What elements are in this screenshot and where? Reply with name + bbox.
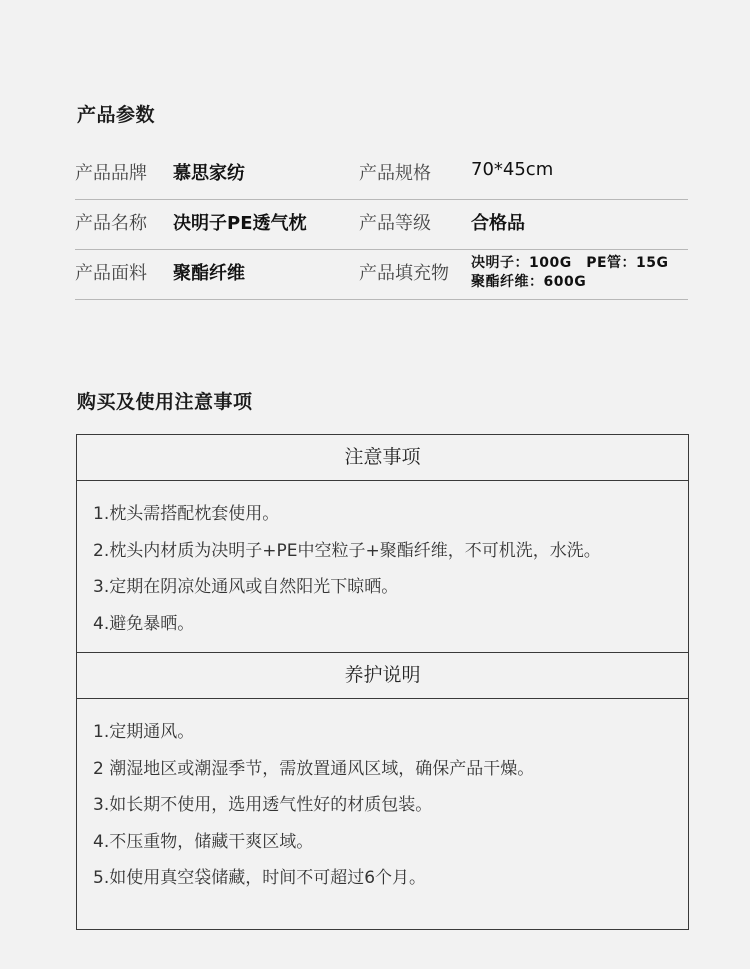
param-value: 聚酯纤维 — [173, 263, 245, 284]
param-label: 产品等级 — [359, 213, 431, 234]
param-value: 70*45cm — [471, 159, 554, 180]
param-label: 产品面料 — [75, 263, 147, 284]
notice-list — [77, 481, 688, 653]
params-table — [75, 150, 688, 300]
params-section-title: 产品参数 — [77, 104, 156, 126]
list-item: 3.定期在阴凉处通风或自然阳光下晾晒。 — [93, 577, 399, 597]
params-row — [75, 250, 688, 300]
list-item: 5.如使用真空袋储藏，时间不可超过6个月。 — [93, 868, 427, 888]
param-value: 决明子PE透气枕 — [173, 213, 307, 234]
param-label: 产品品牌 — [75, 163, 147, 184]
list-item: 1.枕头需搭配枕套使用。 — [93, 504, 280, 524]
list-item: 4.避免暴晒。 — [93, 613, 195, 634]
filling-line: 决明子：100G PE管：15G — [471, 255, 669, 271]
filling-line: 聚酯纤维：600G — [471, 274, 587, 290]
params-row — [75, 150, 688, 200]
param-label: 产品规格 — [359, 163, 431, 184]
list-item: 4.不压重物，储藏干爽区域。 — [93, 831, 314, 852]
param-value: 合格品 — [471, 213, 525, 234]
list-item: 2.枕头内材质为决明子+PE中空粒子+聚酯纤维，不可机洗，水洗。 — [93, 540, 601, 561]
care-box — [76, 434, 689, 930]
params-row — [75, 200, 688, 250]
care-section-title: 购买及使用注意事项 — [77, 391, 253, 413]
param-label: 产品名称 — [75, 213, 147, 234]
param-label: 产品填充物 — [359, 263, 449, 284]
maintenance-list — [77, 699, 688, 907]
list-item: 3.如长期不使用，选用透气性好的材质包装。 — [93, 795, 433, 815]
notice-heading: 注意事项 — [77, 435, 688, 481]
list-item: 2 潮湿地区或潮湿季节，需放置通风区域，确保产品干燥。 — [93, 758, 535, 779]
param-value: 慕思家纺 — [173, 163, 245, 184]
list-item: 1.定期通风。 — [93, 722, 195, 742]
maintenance-heading: 养护说明 — [77, 653, 688, 699]
filling-value — [471, 254, 669, 292]
